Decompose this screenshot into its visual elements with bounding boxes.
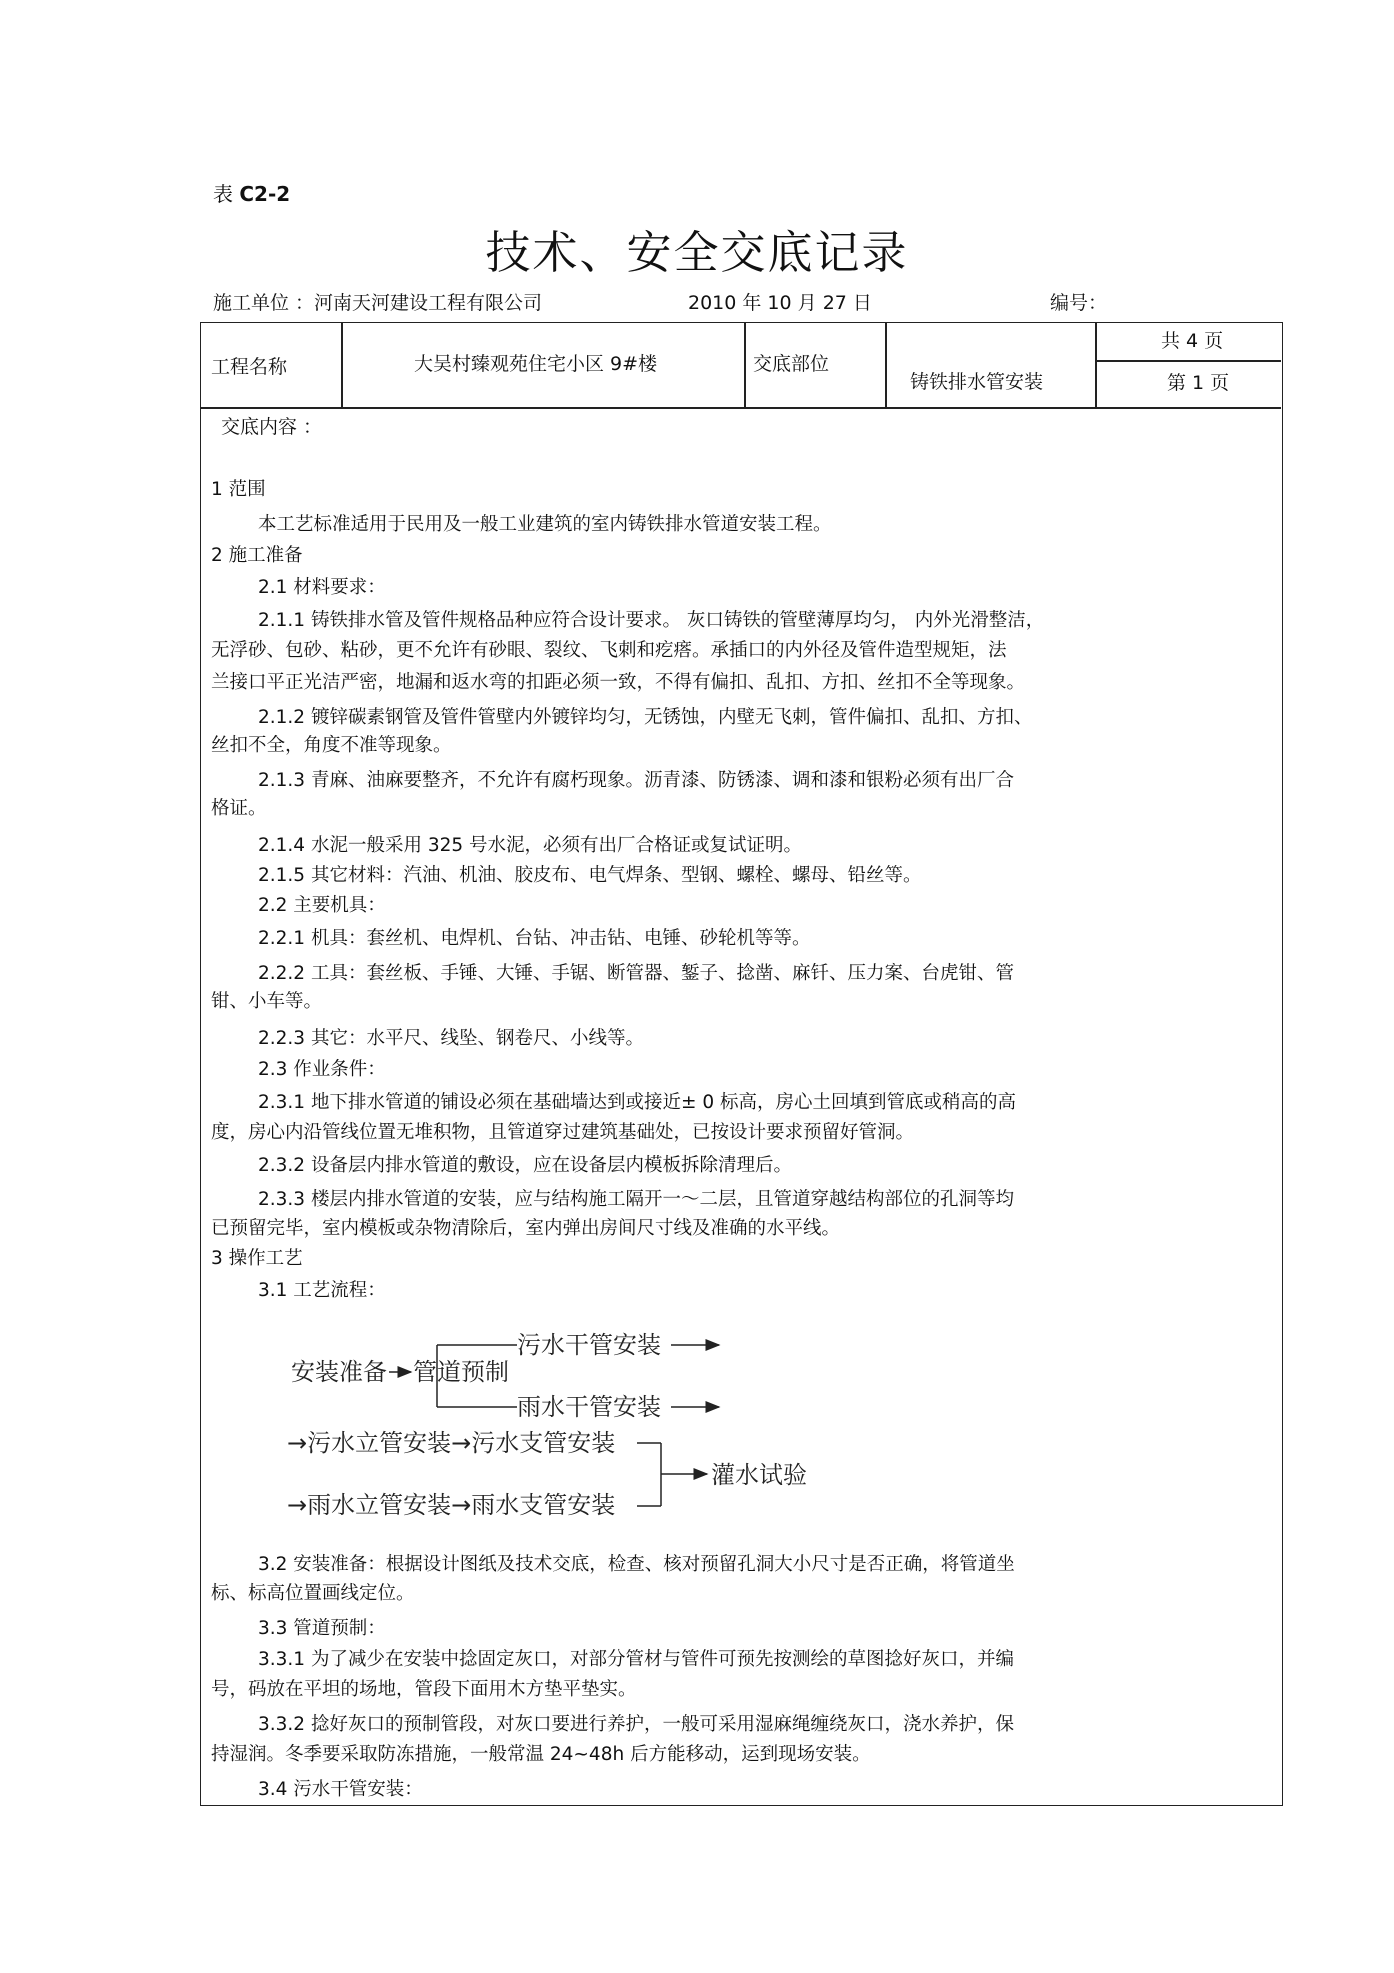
flow-test: 灌水试验 xyxy=(711,1461,807,1489)
content-line: 1 范围 xyxy=(211,479,266,500)
content-line: 3.3.1 为了减少在安装中捻固定灰口，对部分管材与管件可预先按测绘的草图捻好灰口，并编 xyxy=(258,1649,1014,1670)
content-line: 2.3 作业条件： xyxy=(258,1059,386,1080)
content-line: 3.3 管道预制： xyxy=(258,1618,386,1639)
document-number-label: 编号： xyxy=(1050,292,1108,314)
flow-prep: 安装准备 xyxy=(291,1358,387,1386)
content-line: 2.1.3 青麻、油麻要整齐，不允许有腐朽现象。沥青漆、防锈漆、调和漆和银粉必须有出厂合 xyxy=(258,770,1014,791)
content-line: 2.3.1 地下排水管道的铺设必须在基础墙达到或接近± 0 标高，房心土回填到管底或稍高的高 xyxy=(258,1092,1016,1113)
content-line: 2.1.4 水泥一般采用 325 号水泥，必须有出厂合格证或复试证明。 xyxy=(258,835,803,856)
content-line: 已预留完毕，室内模板或杂物清除后，室内弹出房间尺寸线及准确的水平线。 xyxy=(211,1218,841,1239)
page-cell-divider xyxy=(1095,360,1281,362)
content-line: 2.1.1 铸铁排水管及管件规格品种应符合设计要求。 灰口铸铁的管壁薄厚均匀， 内外光滑整洁， xyxy=(258,610,1045,631)
content-line: 2.3.2 设备层内排水管道的敷设，应在设备层内模板拆除清理后。 xyxy=(258,1155,792,1176)
total-pages: 共 4 页 xyxy=(1161,330,1224,352)
content-line: 3.1 工艺流程： xyxy=(258,1280,386,1301)
content-line: 2.1 材料要求： xyxy=(258,577,386,598)
content-line: 2.2.3 其它：水平尺、线坠、钢卷尺、小线等。 xyxy=(258,1028,644,1049)
content-line: 兰接口平正光洁严密，地漏和返水弯的扣距必须一致，不得有偏扣、乱扣、方扣、丝扣不全等现象。 xyxy=(211,672,1026,693)
row-divider xyxy=(201,407,1281,409)
content-line: 本工艺标准适用于民用及一般工业建筑的室内铸铁排水管道安装工程。 xyxy=(258,514,832,535)
content-line: 3 操作工艺 xyxy=(211,1248,303,1269)
content-line: 钳、小车等。 xyxy=(211,991,323,1012)
content-line: 2.1.2 镀锌碳素钢管及管件管壁内外镀锌均匀，无锈蚀，内壁无飞刺，管件偏扣、乱扣、方扣、 xyxy=(258,707,1033,728)
content-line: 格证。 xyxy=(211,798,267,819)
col-divider xyxy=(1095,323,1097,407)
content-line: 2 施工准备 xyxy=(211,545,303,566)
content-line: 3.4 污水干管安装： xyxy=(258,1779,423,1800)
record-table xyxy=(200,322,1283,1806)
handover-content-label: 交底内容 ： xyxy=(221,416,323,438)
flow-rain-riser: →雨水立管安装→雨水支管安装 xyxy=(287,1491,616,1519)
col-divider xyxy=(341,323,343,407)
flow-prefab: 管道预制 xyxy=(413,1358,509,1386)
flow-sewage-main: 污水干管安装 xyxy=(517,1331,661,1359)
flow-sewage-riser: →污水立管安装→污水支管安装 xyxy=(287,1429,616,1457)
content-line: 2.1.5 其它材料：汽油、机油、胶皮布、电气焊条、型钢、螺栓、螺母、铅丝等。 xyxy=(258,865,922,886)
content-line: 持湿润。冬季要采取防冻措施，一般常温 24~48h 后方能移动，运到现场安装。 xyxy=(211,1744,871,1765)
form-code: 表 C2-2 xyxy=(213,182,291,206)
content-line: 2.2.2 工具：套丝板、手锤、大锤、手锯、断管器、錾子、捻凿、麻钎、压力案、台虎钳、管 xyxy=(258,963,1014,984)
content-line: 3.3.2 捻好灰口的预制管段，对灰口要进行养护，一般可采用湿麻绳缠绕灰口，浇水养护，保 xyxy=(258,1714,1014,1735)
handover-part-value: 铸铁排水管安装 xyxy=(910,371,1044,393)
handover-part-label: 交底部位 xyxy=(753,353,830,375)
content-line: 2.2.1 机具：套丝机、电焊机、台钻、冲击钻、电锤、砂轮机等等。 xyxy=(258,928,811,949)
content-line: 号，码放在平坦的场地，管段下面用木方垫平垫实。 xyxy=(211,1679,637,1700)
document-title: 技术、安全交底记录 xyxy=(485,226,909,279)
flow-rain-main: 雨水干管安装 xyxy=(517,1393,661,1421)
content-line: 3.2 安装准备：根据设计图纸及技术交底，检查、核对预留孔洞大小尺寸是否正确，将管道坐 xyxy=(258,1554,1015,1575)
content-line: 无浮砂、包砂、粘砂，更不允许有砂眼、裂纹、飞刺和疙瘩。承插口的内外径及管件造型规矩，法 xyxy=(211,640,1007,661)
page-number: 第 1 页 xyxy=(1167,372,1230,394)
record-date: 2010 年 10 月 27 日 xyxy=(688,292,872,314)
col-divider xyxy=(885,323,887,407)
project-name-label: 工程名称 xyxy=(211,356,288,378)
content-line: 2.3.3 楼层内排水管道的安装，应与结构施工隔开一～二层，且管道穿越结构部位的孔洞等均 xyxy=(258,1189,1014,1210)
content-line: 2.2 主要机具： xyxy=(258,895,386,916)
content-line: 标、标高位置画线定位。 xyxy=(211,1583,415,1604)
project-name-value: 大吴村臻观苑住宅小区 9#楼 xyxy=(414,353,658,375)
col-divider xyxy=(744,323,746,407)
process-flow-diagram xyxy=(201,1303,1284,1533)
construction-unit: 施工单位 ：河南天河建设工程有限公司 xyxy=(213,292,543,314)
content-line: 丝扣不全，角度不准等现象。 xyxy=(211,735,452,756)
content-line: 度，房心内沿管线位置无堆积物，且管道穿过建筑基础处，已按设计要求预留好管洞。 xyxy=(211,1122,915,1143)
